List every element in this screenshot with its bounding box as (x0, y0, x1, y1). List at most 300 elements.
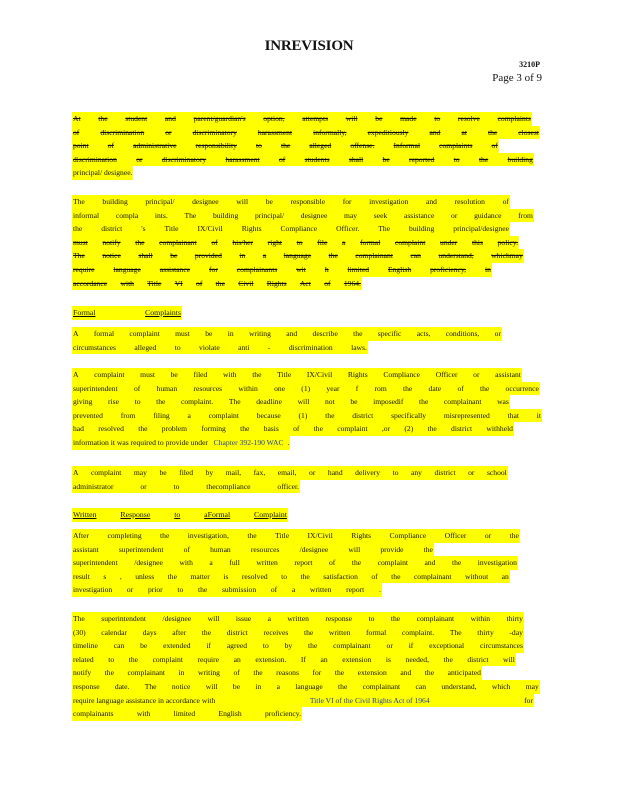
word: complainant (159, 237, 197, 247)
word: If (300, 654, 306, 664)
word: from (518, 210, 533, 220)
word: Officer (435, 370, 458, 379)
word: can (415, 681, 427, 691)
word: understand, (438, 251, 474, 261)
paragraph-line (72, 112, 532, 126)
word: parent/guardian's (193, 114, 246, 123)
word: mail, (225, 468, 242, 477)
paragraph-line (72, 368, 522, 382)
word: or (165, 127, 172, 137)
word: language (113, 264, 141, 274)
word: from (120, 410, 136, 420)
word: deadline (256, 397, 282, 407)
word: The (449, 627, 462, 637)
word: -day (509, 627, 523, 637)
word: complainant (413, 571, 452, 581)
word: the (160, 531, 170, 540)
word: the (487, 127, 498, 137)
word: complainants (73, 709, 114, 719)
word: the (252, 370, 262, 379)
word: an (320, 654, 328, 664)
paragraph-building-principal (72, 195, 540, 290)
paragraph-written-response-timeline (72, 612, 540, 721)
word: occurrence (505, 383, 539, 393)
word: resolution (454, 197, 485, 206)
paragraph-line (72, 570, 510, 584)
word: compla (115, 210, 139, 220)
word: to (281, 571, 288, 581)
word: or (484, 531, 492, 540)
paragraph-line (72, 153, 534, 167)
word: result (73, 571, 90, 581)
word: complainant (362, 681, 401, 691)
paragraph-line: require language assistance in accordance with (73, 695, 216, 705)
word: whichmay (491, 251, 523, 261)
word: to (392, 468, 399, 477)
word: problem (161, 424, 188, 434)
word: of (196, 278, 203, 288)
word: needed, (405, 654, 429, 664)
word: the (303, 627, 314, 637)
word: with (120, 278, 134, 288)
word: written (328, 627, 351, 637)
word: Compliance (383, 370, 421, 379)
word: Title (147, 278, 162, 288)
paragraph-line (72, 209, 534, 223)
word: responsibility (195, 141, 237, 151)
word: an (501, 571, 509, 581)
wac-link[interactable]: Chapter 392-190 WAC (213, 437, 284, 447)
word: be (375, 114, 383, 123)
word: discriminatory (192, 127, 237, 137)
word: (30) (73, 627, 86, 637)
paragraph-informal-resolution (72, 112, 540, 180)
word: in (227, 329, 234, 338)
word: notice (102, 251, 121, 261)
word: A (73, 329, 79, 338)
word: to (296, 237, 303, 247)
word: the (215, 278, 225, 288)
word: extension (357, 668, 387, 678)
word: be (382, 154, 390, 164)
word: within (470, 614, 491, 623)
word: (1) (301, 383, 311, 393)
word: the (198, 585, 208, 595)
word: of (278, 154, 286, 164)
word: discrimination (100, 127, 145, 137)
word: satisfaction (323, 571, 358, 581)
word: because (256, 410, 281, 420)
word: and (429, 127, 441, 137)
word: district (101, 224, 123, 234)
word: date (428, 383, 442, 393)
word: date. (114, 681, 130, 691)
word: human (210, 544, 231, 554)
word: the (313, 424, 323, 434)
word: without (464, 571, 489, 581)
word: discrimination (288, 342, 333, 352)
word: must (140, 370, 155, 379)
word: proficiency, (430, 264, 467, 274)
word: . (378, 585, 381, 595)
paragraph-line (72, 395, 510, 409)
word: rom (374, 383, 387, 393)
word: understand, (441, 681, 477, 691)
title-vi-link[interactable]: Title VI of the Civil Rights Act of 1964 (309, 695, 430, 705)
word: rise (108, 397, 119, 407)
word: complainants (236, 264, 278, 274)
word: forming (201, 424, 226, 434)
word: fax, (253, 468, 266, 477)
word: be (350, 397, 358, 407)
word: his/her (232, 237, 254, 247)
word: of (491, 141, 498, 151)
word: be (140, 641, 148, 651)
word: the (253, 668, 263, 678)
word: exceptional (429, 641, 465, 651)
word: the (135, 237, 145, 247)
word: complainant (443, 397, 482, 407)
word: matter (190, 571, 210, 581)
paragraph-line: information it was required to provide under (73, 437, 208, 447)
word: will (236, 197, 249, 206)
word: the (128, 654, 138, 664)
section-heading (72, 306, 182, 320)
word: completing (107, 531, 142, 540)
paragraph-line (72, 263, 492, 277)
word: of (133, 383, 141, 393)
word: complaints (439, 141, 473, 151)
word: investigation (477, 558, 517, 568)
word: the (478, 154, 489, 164)
word: extension. (255, 654, 287, 664)
paragraph-line (72, 195, 510, 209)
word: is (385, 654, 391, 664)
paragraph-filing-deadline (72, 368, 540, 450)
section-heading (72, 508, 288, 522)
word: an (233, 654, 241, 664)
word: seek (373, 210, 388, 220)
word: of (371, 571, 378, 581)
word: of (73, 127, 80, 137)
word: be (232, 681, 241, 691)
word: filed (179, 468, 194, 477)
paragraph-line (72, 529, 520, 543)
word: Compliance (389, 531, 427, 540)
word: Title (277, 370, 292, 379)
word: the (443, 654, 453, 664)
word: Formal (73, 308, 96, 317)
word: or (309, 468, 316, 477)
word: be (170, 251, 178, 261)
word: and (424, 558, 436, 568)
word: ints. (154, 210, 168, 220)
word: school (486, 468, 507, 477)
word: /designee (134, 558, 163, 568)
word: misrepresented (443, 410, 490, 420)
word: report (346, 585, 365, 595)
word: students (304, 154, 330, 164)
word: alleged (309, 141, 332, 151)
word: resolved (98, 424, 124, 434)
word: require (197, 654, 220, 664)
word: building (212, 210, 239, 220)
word: provided (194, 251, 222, 261)
word: of (211, 237, 218, 247)
word: building (507, 154, 533, 164)
word: or (140, 481, 147, 491)
word: a (262, 251, 267, 261)
paragraph-line (72, 707, 302, 721)
word: the (73, 224, 83, 234)
word: be (170, 370, 178, 379)
word: a (291, 585, 296, 595)
word: is (223, 571, 229, 581)
word: notify (73, 668, 92, 678)
paragraph-line-with-link (72, 436, 290, 450)
paragraph-line (72, 382, 540, 396)
paragraph-line-with-link (72, 694, 534, 708)
word: for (312, 668, 322, 678)
word: notice (171, 681, 191, 691)
paragraph-line (72, 222, 510, 236)
paragraph-line (72, 626, 524, 640)
word: this (471, 237, 483, 247)
word: and (286, 329, 298, 338)
word: or (451, 210, 458, 220)
word: a (187, 410, 191, 420)
word: or (473, 370, 480, 379)
word: thecompliance (206, 481, 251, 491)
word: of (233, 668, 240, 678)
word: officer. (277, 481, 299, 491)
word: Officer. (336, 224, 360, 234)
word: /designee (299, 544, 329, 554)
word: of (324, 278, 331, 288)
paragraph-line (72, 409, 542, 423)
word: in (484, 264, 491, 274)
word: the (353, 329, 363, 338)
word: the (300, 571, 310, 581)
word: ,or (381, 424, 391, 434)
word: provide (380, 544, 404, 554)
word: informally, (313, 127, 347, 137)
word: alleged (134, 342, 157, 352)
word: The (228, 397, 241, 407)
word: require (73, 264, 95, 274)
word: the (390, 614, 401, 623)
paragraph-line (72, 653, 516, 667)
word: proficiency. (265, 709, 301, 719)
word: full (229, 558, 240, 568)
word: writing (198, 668, 220, 678)
word: extended (163, 641, 191, 651)
word: circumstances (73, 342, 117, 352)
word: any (411, 468, 422, 477)
word: complainant (333, 641, 371, 651)
paragraph-line (72, 422, 514, 436)
word: complaint (129, 329, 160, 338)
word: to (256, 141, 262, 151)
word: human (156, 383, 178, 393)
word: basis (263, 424, 279, 434)
word: the (451, 558, 462, 568)
word: Response (120, 510, 151, 519)
word: under (440, 237, 458, 247)
word: Rights (351, 531, 372, 540)
paragraph-filing-methods (72, 466, 540, 493)
word: laws. (351, 342, 367, 352)
word: assistance (403, 210, 435, 220)
word: limited (173, 709, 196, 719)
word: of (457, 383, 464, 393)
word: right (267, 237, 283, 247)
word: Civil (238, 278, 254, 288)
word: the (351, 558, 362, 568)
word: the (424, 668, 435, 678)
word: may (133, 468, 147, 477)
word: be (159, 468, 167, 477)
word: if (206, 641, 211, 651)
word: offense. (350, 141, 375, 151)
word: complaint (91, 468, 122, 477)
word: of (183, 544, 190, 554)
word: one (274, 383, 286, 393)
word: complaint. (180, 397, 214, 407)
word: the (328, 251, 338, 261)
word: imposedif (373, 397, 404, 407)
word: designee (192, 197, 219, 206)
word: Rights (241, 224, 262, 234)
word: withheld (486, 424, 513, 434)
word: may (525, 681, 539, 691)
paragraph-line (72, 277, 362, 291)
word: resolve (457, 114, 480, 123)
word: anti (238, 342, 250, 352)
word: in (239, 251, 246, 261)
word: , (119, 571, 122, 581)
word: The (144, 681, 157, 691)
word: hand (327, 468, 343, 477)
word: or (386, 641, 393, 651)
word: can (113, 641, 125, 651)
word: principal/ (145, 197, 175, 206)
paragraph-line (72, 612, 524, 626)
word: the (334, 668, 345, 678)
word: IX/Civil (306, 370, 333, 379)
word: Act (299, 278, 311, 288)
word: A (73, 370, 79, 379)
paragraph-line (72, 480, 300, 494)
word: reported (409, 154, 435, 164)
page-number: Page 3 of 9 (492, 72, 542, 84)
word: the (419, 397, 429, 407)
word: can (410, 251, 421, 261)
word: reasons (276, 668, 299, 678)
word: district (434, 468, 456, 477)
word: complaint (94, 370, 125, 379)
word: attempts (302, 114, 329, 123)
word: Complaints (145, 308, 181, 317)
word: assistant (495, 370, 521, 379)
word: written (287, 614, 309, 623)
word: IX/Civil (307, 531, 333, 540)
word: extension (342, 654, 372, 664)
word: or (126, 585, 134, 595)
word: complainant (127, 668, 166, 678)
word: to (434, 114, 441, 123)
word: thirty (477, 627, 494, 637)
word: formal (366, 627, 387, 637)
word: a (267, 614, 271, 623)
word: Title (275, 531, 290, 540)
word: must (175, 329, 190, 338)
word: prior (147, 585, 163, 595)
word: superintendent (118, 544, 164, 554)
word: - (267, 342, 271, 352)
word: the (247, 531, 257, 540)
word: delivery (355, 468, 381, 477)
word: at (461, 127, 467, 137)
word: violate (199, 342, 220, 352)
word: days (142, 627, 157, 637)
word: complainant (355, 251, 393, 261)
word: complaint. (401, 627, 435, 637)
word: Informal (393, 141, 421, 151)
word: complaint (377, 558, 408, 568)
word: assistant (73, 544, 99, 554)
word: Rights (266, 278, 287, 288)
word: the (138, 424, 148, 434)
word: administrator (73, 481, 114, 491)
word: for (209, 264, 218, 274)
word: district (451, 424, 473, 434)
word: of (293, 424, 300, 434)
word: Officer (444, 531, 467, 540)
word: discrimination (73, 154, 117, 164)
paragraph-line (72, 666, 482, 680)
word: language (295, 681, 323, 691)
word: /designee (162, 614, 192, 623)
word: VI (174, 278, 183, 288)
word: complainant (416, 614, 455, 623)
word: designee (300, 210, 328, 220)
word: Title (164, 224, 179, 234)
word: conditions, (445, 329, 480, 338)
word: The (73, 251, 85, 261)
word: response (325, 614, 352, 623)
word: a (342, 237, 346, 247)
word: by (284, 641, 293, 651)
word: The (184, 210, 197, 220)
word: accordance (73, 278, 108, 288)
word: the (423, 544, 433, 554)
word: describe (312, 329, 338, 338)
word: response (73, 681, 100, 691)
word: notify (102, 237, 121, 247)
word: superintendent (73, 558, 118, 568)
word: within (238, 383, 258, 393)
word: complaint (152, 654, 183, 664)
word: At (73, 114, 81, 123)
word: if (408, 641, 414, 651)
word: thirty (506, 614, 523, 623)
paragraph-line-end: . (287, 437, 290, 447)
word: receives (263, 627, 289, 637)
word: giving (73, 397, 93, 407)
word: principal/designee (453, 224, 509, 234)
word: anticipated (447, 668, 481, 678)
